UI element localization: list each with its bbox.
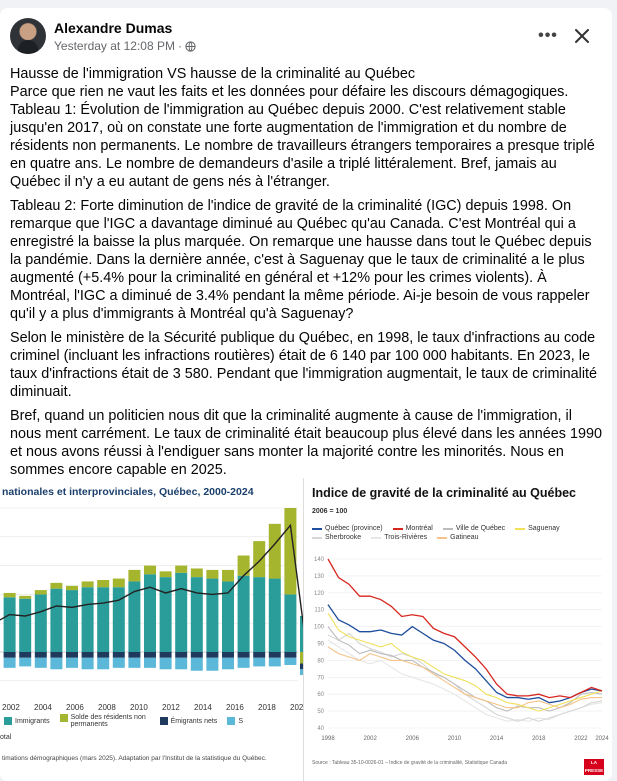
bar-solde [66,586,78,590]
post-paragraph-3: Selon le ministère de la Sécurité publique du Québec, en 1998, le taux d'infractions au code criminel (incluant les infractions routières) était de 6 140 par 100 000 habitants. En 2023, le taux d'infractions était de 3 580. Pendant que l'immigration augmentait, le taux de criminalité diminuait. [10,330,598,400]
y-tick-label: 90 [317,641,324,648]
bar-s [300,669,304,675]
bar-s [206,658,218,671]
author-name[interactable]: Alexandre Dumas [54,20,173,36]
bar-solde [35,590,47,594]
meta-separator: · [177,39,182,53]
bar-s [19,658,31,667]
bar-solde [160,571,172,577]
legend-quebec-province [312,525,383,532]
legend-swatch [515,528,525,530]
legend-label: Trois-Rivières [384,534,428,541]
immigration-chart-image[interactable] [0,478,304,781]
bar-s [50,658,62,670]
bar-émigrants [97,652,109,658]
bar-immigrants [35,594,47,652]
bar-immigrants [144,574,156,652]
immigration-chart [0,498,304,728]
legend-swatch [312,537,322,539]
legend-label: Saguenay [528,525,560,532]
bar-immigrants [206,579,218,652]
x-tick-label: 2010 [130,703,148,712]
bar-immigrants [269,579,281,652]
bar-s [284,658,296,665]
bar-s [175,658,187,670]
bar-émigrants [50,652,62,658]
bar-s [222,658,234,670]
avatar[interactable] [10,18,46,54]
bar-solde [4,593,16,597]
legend-label: Solde des résidents non permanents [70,714,146,728]
bar-émigrants [222,652,234,658]
bar-s [82,658,94,670]
more-icon: ••• [538,27,558,44]
bar-immigrants [19,599,31,652]
bar-s [35,658,47,668]
crime-chart-source: Source : Tableau 35-10-0026-01 – Indice de gravité de la criminalité, Statistique Canada [312,760,508,766]
bar-solde [300,652,304,664]
legend-swatch [393,528,403,530]
bar-immigrants [82,587,94,652]
bar-émigrants [19,652,31,658]
y-tick-label: 140 [313,557,324,563]
bar-s [4,658,16,668]
bar-s [144,658,156,668]
bar-solde [144,566,156,575]
bar-solde [113,579,125,588]
bar-s [66,658,78,668]
more-options-button[interactable] [536,24,560,48]
post-paragraph-1: Hausse de l'immigration VS hausse de la criminalité au Québec Parce que rien ne vaut les faits et les données pour défaire les discours démagogiques. Tableau 1: Évolution de l'immigration au Québec depuis 2000. C'est relativement stable jusqu'en 2017, où on constate une forte augmentation de l'immigration et du nombre de résidents non permanents. Le nombre de travailleurs étrangers temporaires a presque triplé en quatre ans. Le nombre de demandeurs d'asile a triplé littéralement. Bref, jamais au Québec il n'y a eu autant de gens nés à l'étranger. [10,66,595,190]
bar-émigrants [206,652,218,658]
bar-immigrants [50,589,62,652]
bar-émigrants [4,652,16,658]
legend-swatch [371,537,381,539]
post-body [10,65,602,485]
x-tick-label: 2006 [405,736,419,742]
crime-index-chart-image[interactable] [306,478,612,781]
bar-solde [269,524,281,579]
crime-chart-subtitle: 2006 = 100 [312,508,348,515]
post-meta [54,39,196,53]
bar-s [238,658,250,668]
bar-émigrants [191,652,203,658]
timestamp[interactable]: Yesterday at 12:08 PM [54,39,175,53]
bar-s [160,658,172,670]
immigration-chart-legend [4,714,304,728]
immigration-chart-title: nationales et interprovinciales, Québec, 2000-2024 [2,486,254,498]
immigration-chart-source: timations démographiques (mars 2025). Adaptation par l'Institut de la statistique du Québec. [2,755,267,762]
bar-immigrants [160,577,172,652]
legend-label: Émigrants nets [170,717,218,725]
bar-immigrants [253,577,265,652]
bar-solde [19,596,31,599]
legend-label: S [238,717,243,725]
x-tick-label: 2018 [532,736,546,742]
bar-solde [97,580,109,587]
bar-émigrants [66,652,78,658]
legend-emigrants [160,714,218,728]
legend-sherbrooke [312,534,361,541]
bar-solde [50,583,62,589]
bar-solde [222,570,234,582]
bar-s [269,658,281,667]
bar-émigrants [284,652,296,658]
bar-solde [191,568,203,577]
close-button[interactable] [570,24,594,48]
bar-émigrants [269,652,281,658]
x-tick-label: 2002 [363,736,377,742]
legend-label: Sherbrooke [325,534,362,541]
line-ville-de-qu-bec [328,627,602,712]
bar-immigrants [191,577,203,652]
legend-label: Immigrants [15,717,50,725]
crime-index-chart [306,553,612,753]
post-card [0,8,612,781]
bar-immigrants [175,573,187,652]
bar-émigrants [300,664,304,670]
x-tick-label: 2014 [194,703,212,712]
bar-immigrants [238,576,250,652]
y-tick-label: 130 [313,573,324,580]
legend-montreal [393,525,433,532]
x-tick-label: 2006 [66,703,84,712]
x-tick-label: 1998 [321,736,335,742]
bar-émigrants [113,652,125,658]
post-header [10,18,602,58]
bar-s [191,658,203,671]
bar-émigrants [144,652,156,658]
legend-swatch [227,717,235,725]
y-tick-label: 80 [317,658,324,665]
legend-swatch [160,717,168,725]
y-tick-label: 110 [314,607,324,614]
bar-émigrants [238,652,250,658]
legend-label: Gatineau [450,534,479,541]
legend-swatch [437,537,447,539]
globe-icon[interactable] [185,41,196,52]
post-paragraph-4: Bref, quand un politicien nous dit que la criminalité augmente à cause de l'immigration, il nous ment carrément. Le taux de criminalité était beaucoup plus élevé dans les années 1990 et nous avons réussi à l'endiguer sans monter la majorité contre les minorités. Nous en sommes encore capable en 2025. [10,408,602,478]
y-tick-label: 120 [313,590,324,597]
legend-label: Ville de Québec [455,525,506,532]
x-tick-label: 2016 [226,703,244,712]
legend-gatineau [437,534,478,541]
x-tick-label: 2018 [258,703,276,712]
x-tick-label: 2002 [2,703,20,712]
bar-s [128,658,140,668]
bar-solde [253,541,265,577]
bar-immigrants [66,590,78,652]
legend-swatch [60,714,68,722]
legend-swatch [312,528,322,530]
bar-immigrants [113,587,125,652]
close-icon [575,29,589,43]
legend-total-fragment: otal [0,734,12,741]
bar-solde [206,570,218,579]
bar-émigrants [160,652,172,658]
x-tick-label: 2024 [595,736,609,742]
bar-solde [128,570,140,582]
bar-s [97,658,109,670]
crime-chart-title: Indice de gravité de la criminalité au Québec [312,486,576,500]
bar-s [113,658,125,668]
bar-solde [82,581,94,587]
x-tick-label: 2008 [98,703,116,712]
legend-ville-quebec [443,525,505,532]
post-images [0,478,612,781]
x-tick-label: 2022 [574,736,588,742]
line-montr-al [328,559,602,698]
x-tick-label: 2010 [447,736,462,742]
y-tick-label: 40 [317,726,324,732]
x-tick-label: 2014 [489,736,504,742]
y-tick-label: 100 [313,624,324,631]
la-presse-logo: LA PRESSE [584,760,604,773]
legend-immigrants [4,714,50,728]
bar-immigrants [284,594,296,652]
bar-solde [175,566,187,573]
y-tick-label: 70 [317,675,324,682]
legend-swatch [443,528,453,530]
y-tick-label: 50 [317,709,324,716]
bar-s [253,658,265,667]
bar-émigrants [128,652,140,658]
post-paragraph-2: Tableau 2: Forte diminution de l'indice de gravité de la criminalité (IGC) depuis 1998. On remarque que l'IGC a davantage diminué au Québec qu'au Canada. C'est Montréal qui a enregistré la baisse la plus marquée. On remarque une hausse dans tout le Québec depuis la pandémie. Dans la dernière année, c'est à Saguenay que le taux de criminalité a le plus augmenté (+5.4% pour la criminalité en général et +12% pour les crimes violents). À Montréal, l'IGC a diminué de 3.4% pendant la même période. Ai-je besoin de vous rappeler qu'il y a plus d'immigrants à Montréal qu'à Saguenay? [10,198,592,322]
bar-émigrants [35,652,47,658]
legend-saguenay [515,525,560,532]
legend-s [227,714,243,728]
legend-swatch [4,717,12,725]
bar-immigrants [4,597,16,652]
x-tick-label: 2004 [34,703,52,712]
line-qu-bec-province- [328,605,602,703]
y-tick-label: 60 [317,692,324,699]
legend-label: Québec (province) [325,525,383,532]
bar-solde [284,508,296,594]
bar-immigrants [97,587,109,652]
x-tick-label: 2012 [162,703,180,712]
bar-émigrants [82,652,94,658]
bar-émigrants [175,652,187,658]
legend-label: Montréal [405,525,433,532]
legend-trois-rivieres [371,534,427,541]
crime-chart-legend [312,525,608,541]
legend-nonpermanent [60,714,150,728]
bar-immigrants [300,616,304,652]
x-tick-label: 202 [290,703,304,712]
bar-émigrants [253,652,265,658]
